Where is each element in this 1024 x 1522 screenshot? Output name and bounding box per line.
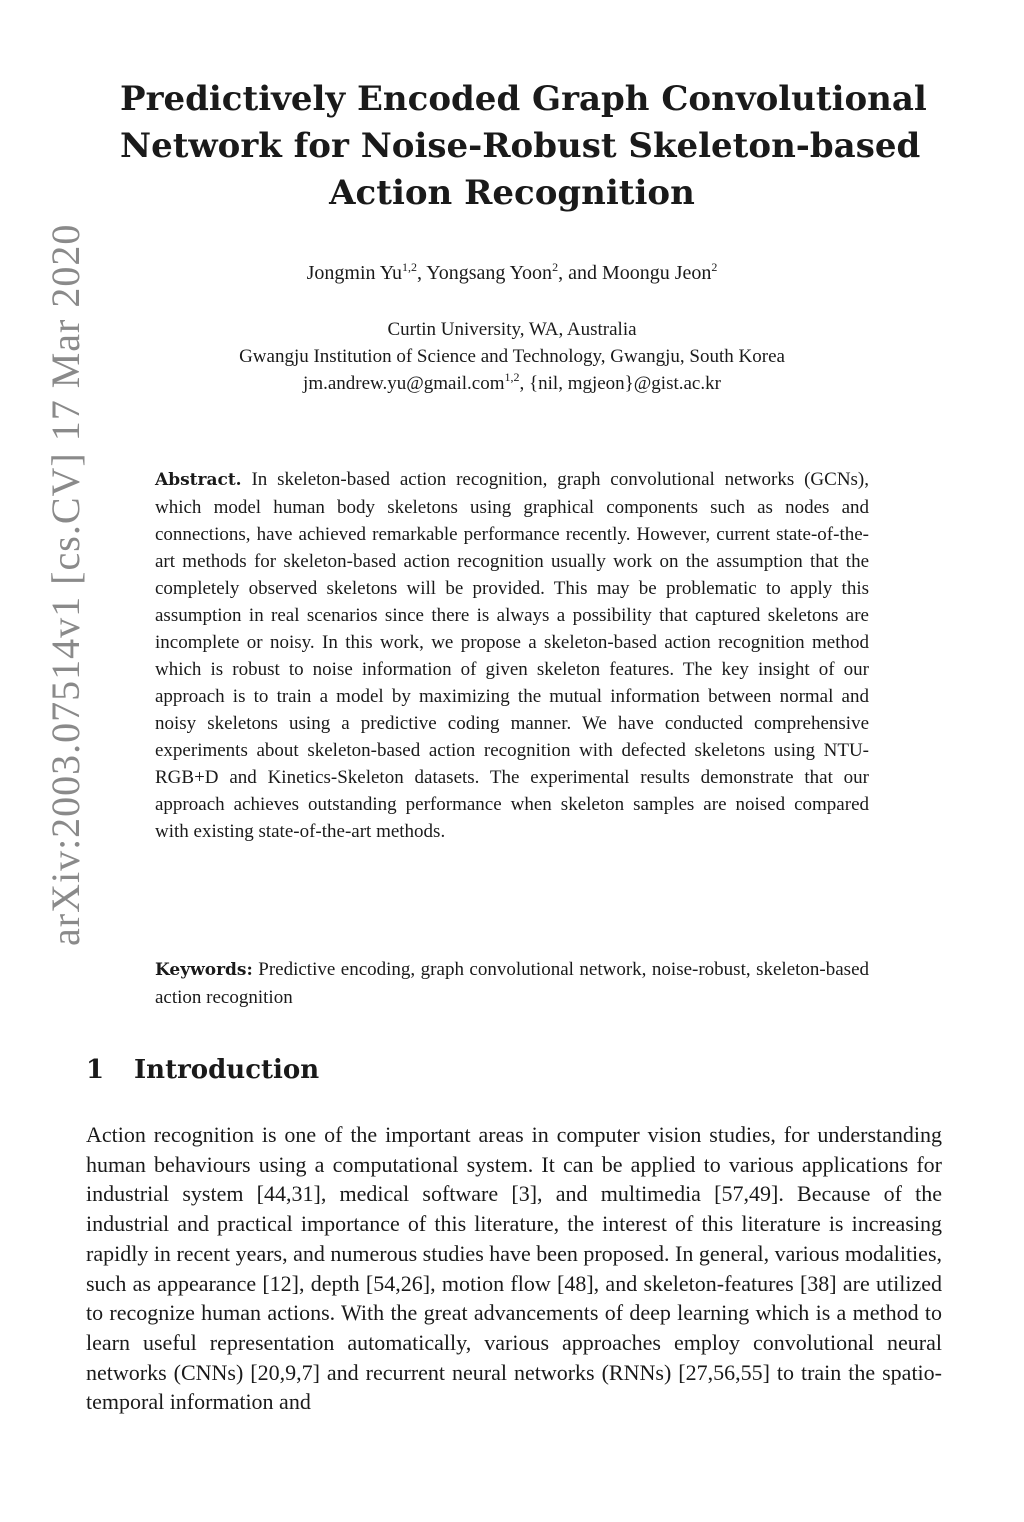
abstract-label: Abstract.: [155, 470, 242, 490]
author-affiliation-mark: 2: [711, 260, 718, 274]
title-line: Action Recognition: [329, 173, 695, 213]
paper-title: [120, 76, 927, 217]
author-name: Jongmin Yu: [306, 262, 402, 284]
author-name: , and Moongu Jeon: [558, 262, 712, 284]
author-name: , Yongsang Yoon: [417, 262, 553, 284]
author-affiliation-mark: 2: [552, 260, 559, 274]
abstract-text: In skeleton-based action recognition, graph convolutional networks (GCNs), which model human body skeletons using graphical components such as nodes and connections, have achieved remarkable performance recently. However, current state-of-the-art methods for skeleton-based action recognition usually work on the assumption that the completely observed skeletons will be provided. This may be problematic to apply this assumption in real scenarios since there is always a possibility that captured skeletons are incomplete or noisy. In this work, we propose a skeleton-based action recognition method which is robust to noise information of given skeleton features. The key insight of our approach is to train a model by maximizing the mutual information between normal and noisy skeletons using a predictive coding manner. We have conducted comprehensive experiments about skeleton-based action recognition with defected skeletons using NTU-RGB+D and Kinetics-Skeleton datasets. The experimental results demonstrate that our approach achieves outstanding performance when skeleton samples are noised compared with existing state-of-the-art methods.: [155, 469, 870, 842]
email-affiliation-mark: 1,2: [504, 370, 520, 384]
intro-paragraph: Action recognition is one of the important areas in computer vision studies, for understanding human behaviours using a computational system. It can be applied to various applications for industrial system [44,31], medical software [3], and multimedia [57,49]. Because of the industrial and practical importance of this literature, the interest of this literature is increasing rapidly in recent years, and numerous studies have been proposed. In general, various modalities, such as appearance [12], depth [54,26], motion flow [48], and skeleton-features [38] are utilized to recognize human actions. With the great advancements of deep learning which is a method to learn useful representation automatically, various approaches employ convolutional neural networks (CNNs) [20,9,7] and recurrent neural networks (RNNs) [27,56,55] to train the spatio-temporal information and: [86, 1122, 942, 1415]
author-list: [120, 262, 904, 285]
keywords: [155, 956, 869, 1011]
arxiv-identifier: arXiv:2003.07514v1 [cs.CV] 17 Mar 2020: [43, 223, 88, 946]
title-line: Predictively Encoded Graph Convolutional: [120, 79, 927, 119]
affiliations: [120, 316, 904, 397]
affiliation-line: Gwangju Institution of Science and Technology, Gwangju, South Korea: [239, 346, 785, 367]
affiliation-line: Curtin University, WA, Australia: [387, 319, 637, 340]
keywords-label: Keywords:: [155, 960, 253, 980]
abstract: [155, 466, 869, 845]
email: , {nil, mgjeon}@gist.ac.kr: [519, 373, 721, 394]
section-title: Introduction: [134, 1055, 320, 1085]
author-affiliation-mark: 1,2: [402, 260, 417, 274]
section-number: 1: [86, 1055, 105, 1085]
title-line: Network for Noise-Robust Skeleton-based: [120, 126, 921, 166]
email-line: [120, 370, 904, 397]
keywords-text: Predictive encoding, graph convolutional network, noise-robust, skeleton-based action recognition: [155, 959, 870, 1008]
email: jm.andrew.yu@gmail.com: [303, 373, 505, 394]
section-heading: [86, 1055, 319, 1085]
